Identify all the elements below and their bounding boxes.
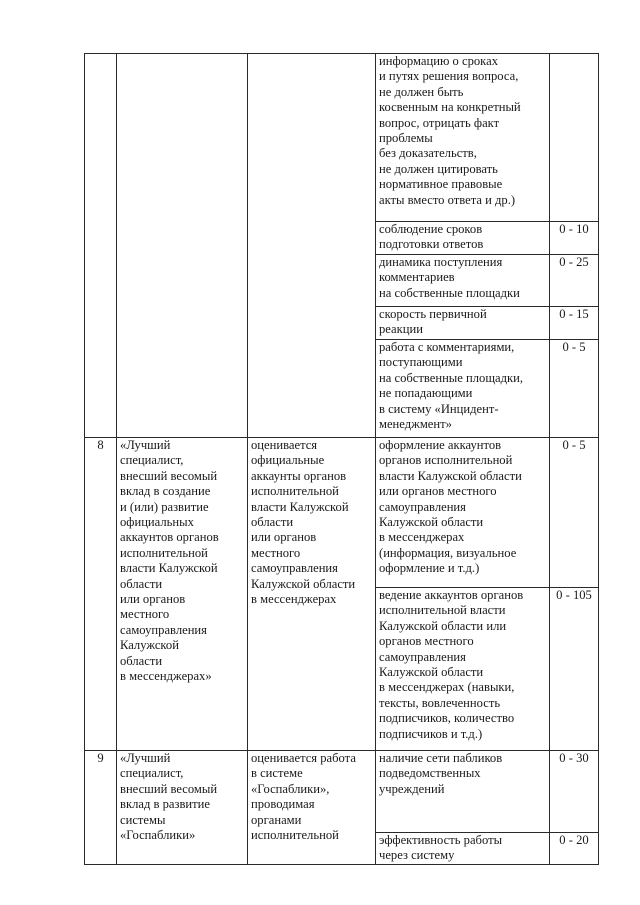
nomination-description: [248, 54, 376, 438]
criterion-text: наличие сети пабликов подведомственных учреждений: [376, 751, 550, 833]
row-number: [85, 54, 117, 438]
criterion-score: 0 - 15: [550, 307, 599, 340]
criterion-text: ведение аккаунтов органов исполнительной власти Калужской области или органов местного самоуправления Калужской области в мессенджерах (навыки, тексты, вовлеченность подписчиков, количество подписчиков и т.д.): [376, 588, 550, 751]
criterion-text: соблюдение сроков подготовки ответов: [376, 222, 550, 255]
criterion-text: работа с комментариями, поступающими на собственные площадки, не попадающими в систему «Инцидент- менеджмент»: [376, 340, 550, 438]
criterion-text: информацию о сроках и путях решения вопроса, не должен быть косвенным на конкретный вопрос, отрицать факт проблемы без доказательств, не должен цитировать нормативное правовые акты вместо ответа и др.): [376, 54, 550, 222]
table-row: [85, 438, 599, 588]
nomination-name: «Лучший специалист, внесший весомый вклад в создание и (или) развитие официальных аккаунтов органов исполнительной власти Калужской области или органов местного самоуправления Калужской области в мессенджерах»: [117, 438, 248, 751]
nomination-name: [117, 54, 248, 438]
criterion-text: оформление аккаунтов органов исполнительной власти Калужской области или органов местного самоуправления Калужской области в мессенджерах (информация, визуальное оформление и т.д.): [376, 438, 550, 588]
nomination-name: «Лучший специалист, внесший весомый вклад в развитие системы «Госпаблики»: [117, 751, 248, 865]
criterion-score: 0 - 25: [550, 255, 599, 307]
criterion-score: 0 - 105: [550, 588, 599, 751]
nomination-description: оценивается работа в системе «Госпаблики», проводимая органами исполнительной: [248, 751, 376, 865]
criterion-score: 0 - 20: [550, 833, 599, 865]
criterion-score: 0 - 30: [550, 751, 599, 833]
row-number: 8: [85, 438, 117, 751]
criterion-score: 0 - 10: [550, 222, 599, 255]
criterion-text: скорость первичной реакции: [376, 307, 550, 340]
table-row: [85, 54, 599, 222]
criterion-score: [550, 54, 599, 222]
criteria-table: [84, 53, 599, 865]
criterion-text: динамика поступления комментариев на собственные площадки: [376, 255, 550, 307]
criterion-text: эффективность работы через систему: [376, 833, 550, 865]
row-number: 9: [85, 751, 117, 865]
nomination-description: оценивается официальные аккаунты органов исполнительной власти Калужской области или органов местного самоуправления Калужской области в мессенджерах: [248, 438, 376, 751]
table-row: [85, 751, 599, 833]
criterion-score: 0 - 5: [550, 438, 599, 588]
criterion-score: 0 - 5: [550, 340, 599, 438]
